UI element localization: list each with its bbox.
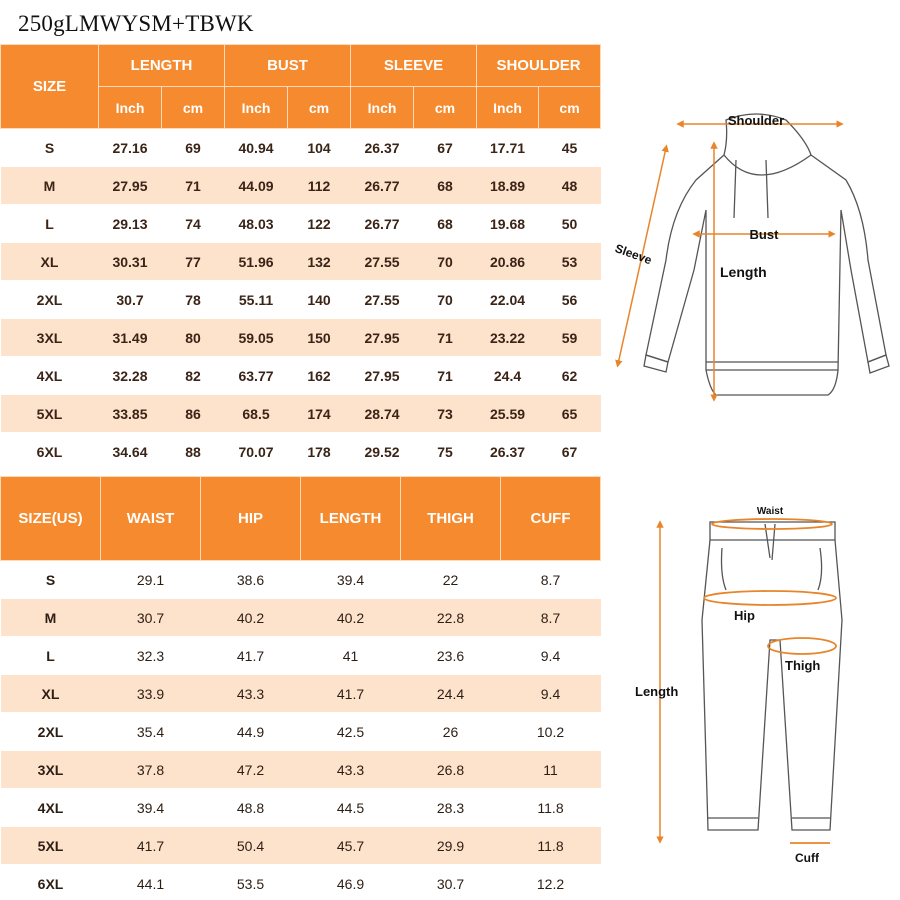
size-cell: XL: [1, 675, 101, 713]
thigh-header: THIGH: [401, 477, 501, 561]
size-cell: XL: [1, 243, 99, 281]
size-cell: S: [1, 561, 101, 599]
pants-illustration: [630, 500, 900, 870]
bust-inch-cell: 51.96: [225, 243, 288, 281]
table-row: [1, 243, 601, 281]
pants-outline: [702, 522, 842, 830]
cuff-cell: 11.8: [501, 789, 601, 827]
bust-cm-cell: 140: [288, 281, 351, 319]
sleeve-cm-cell: 70: [414, 243, 477, 281]
length-cell: 44.5: [301, 789, 401, 827]
hip-cell: 53.5: [201, 865, 301, 900]
table-row: [1, 865, 601, 900]
unit-header: cm: [539, 87, 601, 129]
sleeve-inch-cell: 26.77: [351, 205, 414, 243]
unit-header: cm: [414, 87, 477, 129]
waist-cell: 39.4: [101, 789, 201, 827]
cuff-cell: 12.2: [501, 865, 601, 900]
pants-table-body: [1, 561, 601, 900]
waist-cell: 35.4: [101, 713, 201, 751]
cuff-cell: 11.8: [501, 827, 601, 865]
bust-inch-cell: 63.77: [225, 357, 288, 395]
sleeve-inch-cell: 28.74: [351, 395, 414, 433]
unit-header: Inch: [225, 87, 288, 129]
thigh-cell: 28.3: [401, 789, 501, 827]
thigh-cell: 22.8: [401, 599, 501, 637]
thigh-cell: 26: [401, 713, 501, 751]
shoulder-label: Shoulder: [727, 113, 785, 128]
hip-cell: 40.2: [201, 599, 301, 637]
length-inch-cell: 29.13: [99, 205, 162, 243]
length-header: LENGTH: [99, 45, 225, 87]
hip-cell: 50.4: [201, 827, 301, 865]
length-cell: 42.5: [301, 713, 401, 751]
sleeve-inch-cell: 26.37: [351, 129, 414, 167]
size-header: SIZE: [1, 45, 99, 129]
length-header: LENGTH: [301, 477, 401, 561]
table-row: [1, 281, 601, 319]
shoulder-inch-cell: 17.71: [477, 129, 539, 167]
cuff-cell: 11: [501, 751, 601, 789]
length-inch-cell: 31.49: [99, 319, 162, 357]
bust-cm-cell: 112: [288, 167, 351, 205]
size-cell: 4XL: [1, 789, 101, 827]
length-label: Length: [635, 684, 679, 699]
hoodie-outline: [644, 114, 889, 395]
sleeve-inch-cell: 29.52: [351, 433, 414, 471]
table-row: [1, 713, 601, 751]
table-row: [1, 167, 601, 205]
length-cell: 45.7: [301, 827, 401, 865]
shoulder-cm-cell: 67: [539, 433, 601, 471]
hoodie-size-table: [0, 44, 601, 471]
size-cell: 3XL: [1, 319, 99, 357]
bust-cm-cell: 150: [288, 319, 351, 357]
table-row: [1, 827, 601, 865]
size-cell: M: [1, 167, 99, 205]
length-cm-cell: 80: [162, 319, 225, 357]
bust-inch-cell: 68.5: [225, 395, 288, 433]
size-us-header: SIZE(US): [1, 477, 101, 561]
shoulder-cm-cell: 65: [539, 395, 601, 433]
length-inch-cell: 30.31: [99, 243, 162, 281]
bust-inch-cell: 40.94: [225, 129, 288, 167]
shoulder-inch-cell: 26.37: [477, 433, 539, 471]
shoulder-inch-cell: 20.86: [477, 243, 539, 281]
sleeve-header: SLEEVE: [351, 45, 477, 87]
length-cm-cell: 74: [162, 205, 225, 243]
unit-header: cm: [288, 87, 351, 129]
cuff-cell: 8.7: [501, 561, 601, 599]
sleeve-label: Sleeve: [613, 241, 654, 268]
length-inch-cell: 33.85: [99, 395, 162, 433]
thigh-cell: 22: [401, 561, 501, 599]
size-cell: 4XL: [1, 357, 99, 395]
unit-header: Inch: [351, 87, 414, 129]
bust-inch-cell: 44.09: [225, 167, 288, 205]
bust-cm-cell: 174: [288, 395, 351, 433]
hip-label: Hip: [734, 608, 755, 623]
length-inch-cell: 32.28: [99, 357, 162, 395]
shoulder-cm-cell: 50: [539, 205, 601, 243]
bust-inch-cell: 59.05: [225, 319, 288, 357]
length-cm-cell: 71: [162, 167, 225, 205]
length-cm-cell: 88: [162, 433, 225, 471]
sleeve-inch-cell: 27.95: [351, 357, 414, 395]
length-cm-cell: 78: [162, 281, 225, 319]
table-row: [1, 319, 601, 357]
shoulder-cm-cell: 45: [539, 129, 601, 167]
bust-inch-cell: 48.03: [225, 205, 288, 243]
waist-cell: 44.1: [101, 865, 201, 900]
length-cm-cell: 69: [162, 129, 225, 167]
waist-cell: 29.1: [101, 561, 201, 599]
length-inch-cell: 34.64: [99, 433, 162, 471]
thigh-cell: 29.9: [401, 827, 501, 865]
table-row: [1, 789, 601, 827]
size-cell: 6XL: [1, 433, 99, 471]
thigh-cell: 30.7: [401, 865, 501, 900]
shoulder-inch-cell: 22.04: [477, 281, 539, 319]
bust-cm-cell: 178: [288, 433, 351, 471]
waist-cell: 33.9: [101, 675, 201, 713]
hip-header: HIP: [201, 477, 301, 561]
cuff-cell: 8.7: [501, 599, 601, 637]
pants-diagram: [630, 500, 900, 870]
hoodie-illustration: [606, 100, 900, 410]
table-row: [1, 637, 601, 675]
bust-cm-cell: 132: [288, 243, 351, 281]
table-row: [1, 675, 601, 713]
table-row: [1, 395, 601, 433]
sleeve-cm-cell: 73: [414, 395, 477, 433]
bust-inch-cell: 55.11: [225, 281, 288, 319]
table-row: [1, 751, 601, 789]
length-cm-cell: 77: [162, 243, 225, 281]
length-cell: 46.9: [301, 865, 401, 900]
shoulder-cm-cell: 59: [539, 319, 601, 357]
table-row: [1, 433, 601, 471]
sleeve-inch-cell: 27.55: [351, 243, 414, 281]
hip-cell: 38.6: [201, 561, 301, 599]
cuff-cell: 9.4: [501, 637, 601, 675]
hoodie-diagram: [606, 100, 900, 410]
sleeve-cm-cell: 68: [414, 167, 477, 205]
cuff-cell: 10.2: [501, 713, 601, 751]
hip-cell: 44.9: [201, 713, 301, 751]
unit-header: Inch: [99, 87, 162, 129]
sleeve-cm-cell: 75: [414, 433, 477, 471]
sleeve-inch-cell: 26.77: [351, 167, 414, 205]
bust-label: Bust: [749, 227, 779, 242]
thigh-cell: 26.8: [401, 751, 501, 789]
bust-inch-cell: 70.07: [225, 433, 288, 471]
waist-cell: 32.3: [101, 637, 201, 675]
hip-cell: 43.3: [201, 675, 301, 713]
shoulder-inch-cell: 23.22: [477, 319, 539, 357]
sleeve-cm-cell: 67: [414, 129, 477, 167]
sleeve-cm-cell: 71: [414, 319, 477, 357]
shoulder-cm-cell: 56: [539, 281, 601, 319]
table-row: [1, 599, 601, 637]
waist-header: WAIST: [101, 477, 201, 561]
length-cell: 40.2: [301, 599, 401, 637]
bust-cm-cell: 104: [288, 129, 351, 167]
length-cell: 41: [301, 637, 401, 675]
table-row: [1, 205, 601, 243]
shoulder-cm-cell: 48: [539, 167, 601, 205]
shoulder-inch-cell: 18.89: [477, 167, 539, 205]
sleeve-cm-cell: 68: [414, 205, 477, 243]
unit-header: cm: [162, 87, 225, 129]
size-cell: 2XL: [1, 281, 99, 319]
shoulder-cm-cell: 53: [539, 243, 601, 281]
size-cell: L: [1, 637, 101, 675]
unit-header: Inch: [477, 87, 539, 129]
size-cell: 2XL: [1, 713, 101, 751]
length-label: Length: [720, 264, 767, 280]
length-cell: 41.7: [301, 675, 401, 713]
size-cell: 5XL: [1, 827, 101, 865]
waist-cell: 30.7: [101, 599, 201, 637]
bust-cm-cell: 162: [288, 357, 351, 395]
size-cell: 3XL: [1, 751, 101, 789]
waist-cell: 37.8: [101, 751, 201, 789]
shoulder-header: SHOULDER: [477, 45, 601, 87]
size-cell: 6XL: [1, 865, 101, 900]
sleeve-cm-cell: 71: [414, 357, 477, 395]
thigh-cell: 23.6: [401, 637, 501, 675]
waist-cell: 41.7: [101, 827, 201, 865]
cuff-label: Cuff: [795, 851, 819, 865]
length-cm-cell: 86: [162, 395, 225, 433]
cuff-cell: 9.4: [501, 675, 601, 713]
shoulder-inch-cell: 24.4: [477, 357, 539, 395]
size-cell: S: [1, 129, 99, 167]
length-cm-cell: 82: [162, 357, 225, 395]
thigh-cell: 24.4: [401, 675, 501, 713]
size-cell: L: [1, 205, 99, 243]
table-row: [1, 561, 601, 599]
hip-cell: 47.2: [201, 751, 301, 789]
cuff-header: CUFF: [501, 477, 601, 561]
shoulder-cm-cell: 62: [539, 357, 601, 395]
length-cell: 43.3: [301, 751, 401, 789]
shoulder-inch-cell: 19.68: [477, 205, 539, 243]
shoulder-inch-cell: 25.59: [477, 395, 539, 433]
waist-label: Waist: [756, 506, 784, 517]
length-inch-cell: 27.16: [99, 129, 162, 167]
hip-cell: 41.7: [201, 637, 301, 675]
thigh-label: Thigh: [785, 658, 821, 673]
hoodie-table-body: [1, 129, 601, 471]
bust-header: BUST: [225, 45, 351, 87]
table-row: [1, 129, 601, 167]
length-cell: 39.4: [301, 561, 401, 599]
bust-cm-cell: 122: [288, 205, 351, 243]
table-row: [1, 357, 601, 395]
length-inch-cell: 30.7: [99, 281, 162, 319]
page-title: 250gLMWYSM+TBWK: [18, 11, 254, 36]
hip-cell: 48.8: [201, 789, 301, 827]
pants-size-table: [0, 476, 601, 900]
size-cell: M: [1, 599, 101, 637]
size-cell: 5XL: [1, 395, 99, 433]
sleeve-inch-cell: 27.95: [351, 319, 414, 357]
sleeve-inch-cell: 27.55: [351, 281, 414, 319]
sleeve-cm-cell: 70: [414, 281, 477, 319]
length-inch-cell: 27.95: [99, 167, 162, 205]
